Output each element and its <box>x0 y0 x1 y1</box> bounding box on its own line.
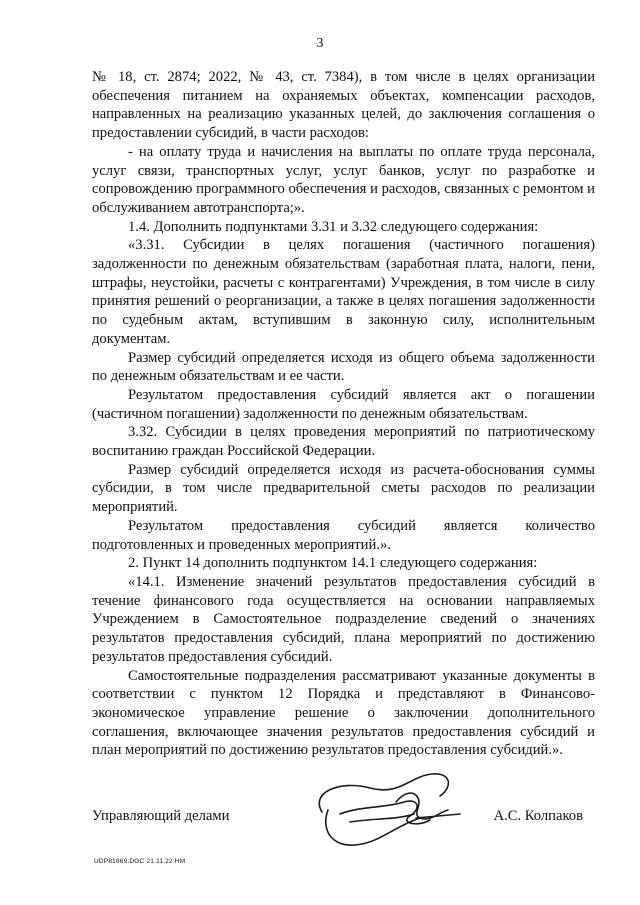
paragraph-subsidy-size-2: Размер субсидий определяется исходя из расчета-обоснования суммы субсидии, в том числе предварительной сметы расходов по реализации мероприятий. <box>92 461 595 516</box>
paragraph-item-2: 2. Пункт 14 дополнить подпунктом 14.1 следующего содержания: <box>128 555 538 572</box>
paragraph-continuation: № 18, ст. 2874; 2022, № 43, ст. 7384), в том числе в целях организации обеспечения питанием на охраняемых объектах, компенсации расходов, направленных на реализацию указанных целей, до заключения соглашения о предоставлении субсидий, в части расходов: <box>92 69 595 142</box>
paragraph-subitem-3-31: «3.31. Субсидии в целях погашения (частичного погашения) задолженности по денежным обязательствам (заработная плата, налоги, пени, штрафы, неустойки, расчеты с контрагентами) Учреждения, в том числе в силу принятия решений о реорганизации, а также в целях погашения задолженности по судебным актам, вступившим в законную силу, исполнительным документам. <box>92 237 595 347</box>
paragraph-review: Самостоятельные подразделения рассматривают указанные документы в соответствии с пунктом 12 Порядка и представляют в Финансово-экономическое управление решение о заключении дополнительного соглашения, включающее значения результатов предоставления субсидий и план мероприятий по достижению результатов предоставления субсидий.». <box>92 667 595 759</box>
page-number: 3 <box>316 36 324 51</box>
paragraph-subsidy-result: Результатом предоставления субсидий является акт о погашении (частичном погашении) задолженности по денежным обязательствам. <box>92 386 595 422</box>
paragraph-subsidy-size: Размер субсидий определяется исходя из общего объема задолженности по денежным обязательствам и ее части. <box>92 349 595 385</box>
paragraph-subsidy-result-2: Результатом предоставления субсидий является количество подготовленных и проведенных мероприятий.». <box>92 517 595 553</box>
paragraph-expense-list: - на оплату труда и начисления на выплаты по оплате труда персонала, услуг связи, транспортных услуг, услуг банков, услуг по разработке и сопровождению программного обеспечения и расходов, связанных с ремонтом и обслуживанием автотранспорта;». <box>92 143 595 216</box>
paragraph-item-1-4: 1.4. Дополнить подпунктами 3.31 и 3.32 следующего содержания: <box>128 218 539 235</box>
file-footer: UDP81869.DOC 21.11.22 HM <box>94 858 186 865</box>
signature-block <box>92 808 595 828</box>
signatory-title: Управляющий делами <box>92 808 230 824</box>
document-body <box>92 68 595 760</box>
signatory-name: А.С. Колпаков <box>493 808 583 824</box>
paragraph-subitem-3-32: 3.32. Субсидии в целях проведения мероприятий по патриотическому воспитанию граждан Российской Федерации. <box>92 424 595 460</box>
paragraph-subitem-14-1: «14.1. Изменение значений результатов предоставления субсидий в течение финансового года осуществляется на основании направляемых Учреждением в Самостоятельное подразделение сведений о значениях результатов предоставления субсидий, плана мероприятий по достижению результатов предоставления субсидий. <box>92 573 595 665</box>
